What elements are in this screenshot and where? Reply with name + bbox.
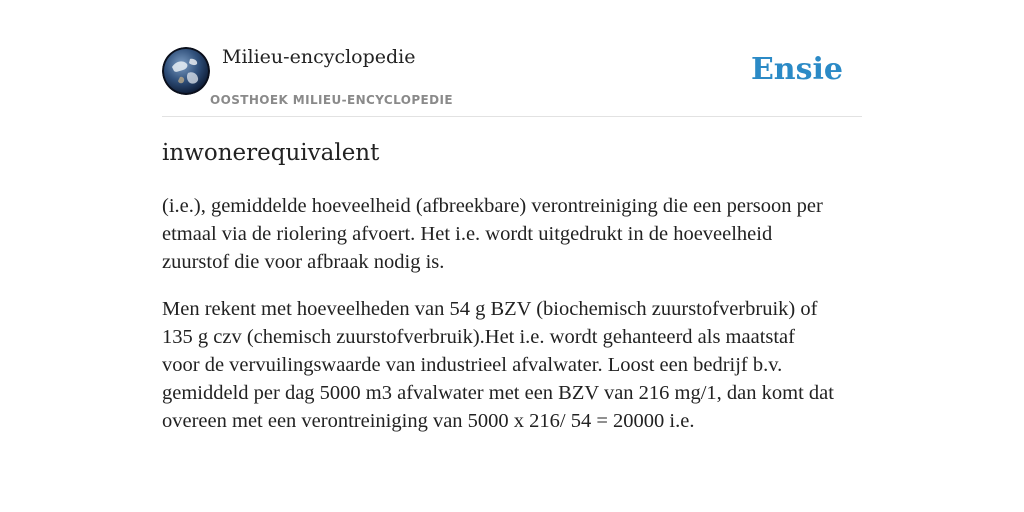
site-header	[162, 44, 862, 117]
text-line: gemiddeld per dag 5000 m3 afvalwater met een BZV van 216 mg/1, dan komt dat	[162, 382, 834, 404]
text-line: Men rekent met hoeveelheden van 54 g BZV (biochemisch zuurstofverbruik) of	[162, 298, 818, 320]
text-line: overeen met een verontreiniging van 5000 x 216/ 54 = 20000 i.e.	[162, 410, 695, 432]
site-title[interactable]: Milieu-encyclopedie	[222, 46, 416, 68]
site-subtitle: OOSTHOEK MILIEU-ENCYCLOPEDIE	[210, 93, 453, 107]
text-line: etmaal via de riolering afvoert. Het i.e. wordt uitgedrukt in de hoeveelheid	[162, 223, 773, 245]
entry-paragraph-2	[162, 295, 862, 435]
brand-logo-link[interactable]: Ensie	[750, 52, 843, 87]
earth-globe-icon[interactable]	[162, 47, 210, 95]
text-line: zuurstof die voor afbraak nodig is.	[162, 251, 445, 273]
entry-title: inwonerequivalent	[162, 140, 380, 166]
text-line: voor de vervuilingswaarde van industrieel afvalwater. Loost een bedrijf b.v.	[162, 354, 783, 376]
text-line: (i.e.), gemiddelde hoeveelheid (afbreekbare) verontreiniging die een persoon per	[162, 195, 823, 217]
text-line: 135 g czv (chemisch zuurstofverbruik).Het i.e. wordt gehanteerd als maatstaf	[162, 326, 795, 348]
entry-body	[162, 192, 862, 454]
entry-paragraph-1	[162, 192, 862, 276]
